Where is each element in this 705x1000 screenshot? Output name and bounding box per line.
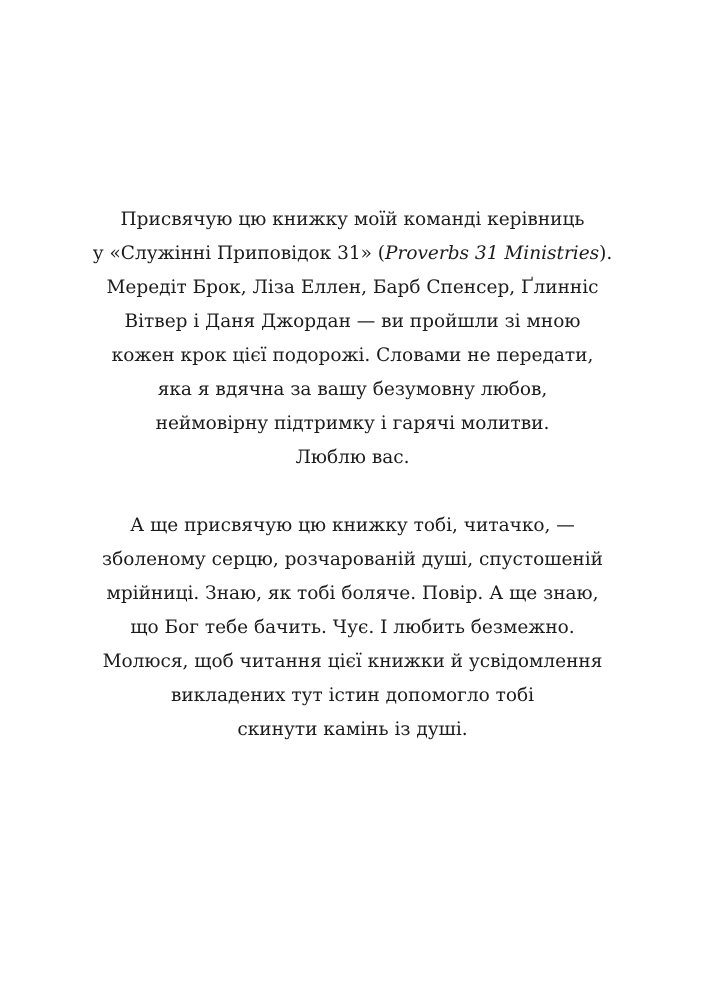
text-line: А ще присвячую цю книжку тобі, читачко, —: [130, 515, 575, 536]
text-line: що Бог тебе бачить. Чує. І любить безмежно.: [130, 617, 575, 638]
text-line: Молюся, щоб читання цієї книжки й усвідомлення: [102, 651, 603, 672]
text-line: викладених тут істин допомогло тобі: [170, 685, 535, 706]
text-line: неймовірну підтримку і гарячі молитви.: [155, 413, 550, 434]
text-line: [0, 237, 705, 271]
paragraph-spacer: [0, 475, 705, 509]
text-line: зболеному серцю, розчарованій душі, спустошеній: [101, 549, 603, 570]
text-fragment: у «Служінні Приповідок 31» (: [92, 243, 386, 264]
ministry-name-italic: Proverbs 31 Ministries: [385, 243, 600, 264]
text-line: Вітвер і Даня Джордан — ви пройшли зі мною: [124, 311, 581, 332]
text-line: Мередіт Брок, Ліза Еллен, Барб Спенсер, Ґлинніс: [106, 277, 599, 298]
text-line: Люблю вас.: [295, 447, 410, 468]
text-fragment: ).: [599, 243, 613, 264]
text-line: кожен крок цієї подорожі. Словами не передати,: [111, 345, 594, 366]
text-line: яка я вдячна за вашу безумовну любов,: [157, 379, 548, 400]
text-line: скинути камінь із душі.: [237, 719, 468, 740]
text-line: мрійниці. Знаю, як тобі боляче. Повір. А ще знаю,: [106, 583, 599, 604]
dedication-text: [0, 203, 705, 747]
dedication-paragraph-reader: [0, 509, 705, 747]
text-line: Присвячую цю книжку моїй команді керівниць: [120, 209, 585, 230]
dedication-paragraph-team: [0, 203, 705, 475]
